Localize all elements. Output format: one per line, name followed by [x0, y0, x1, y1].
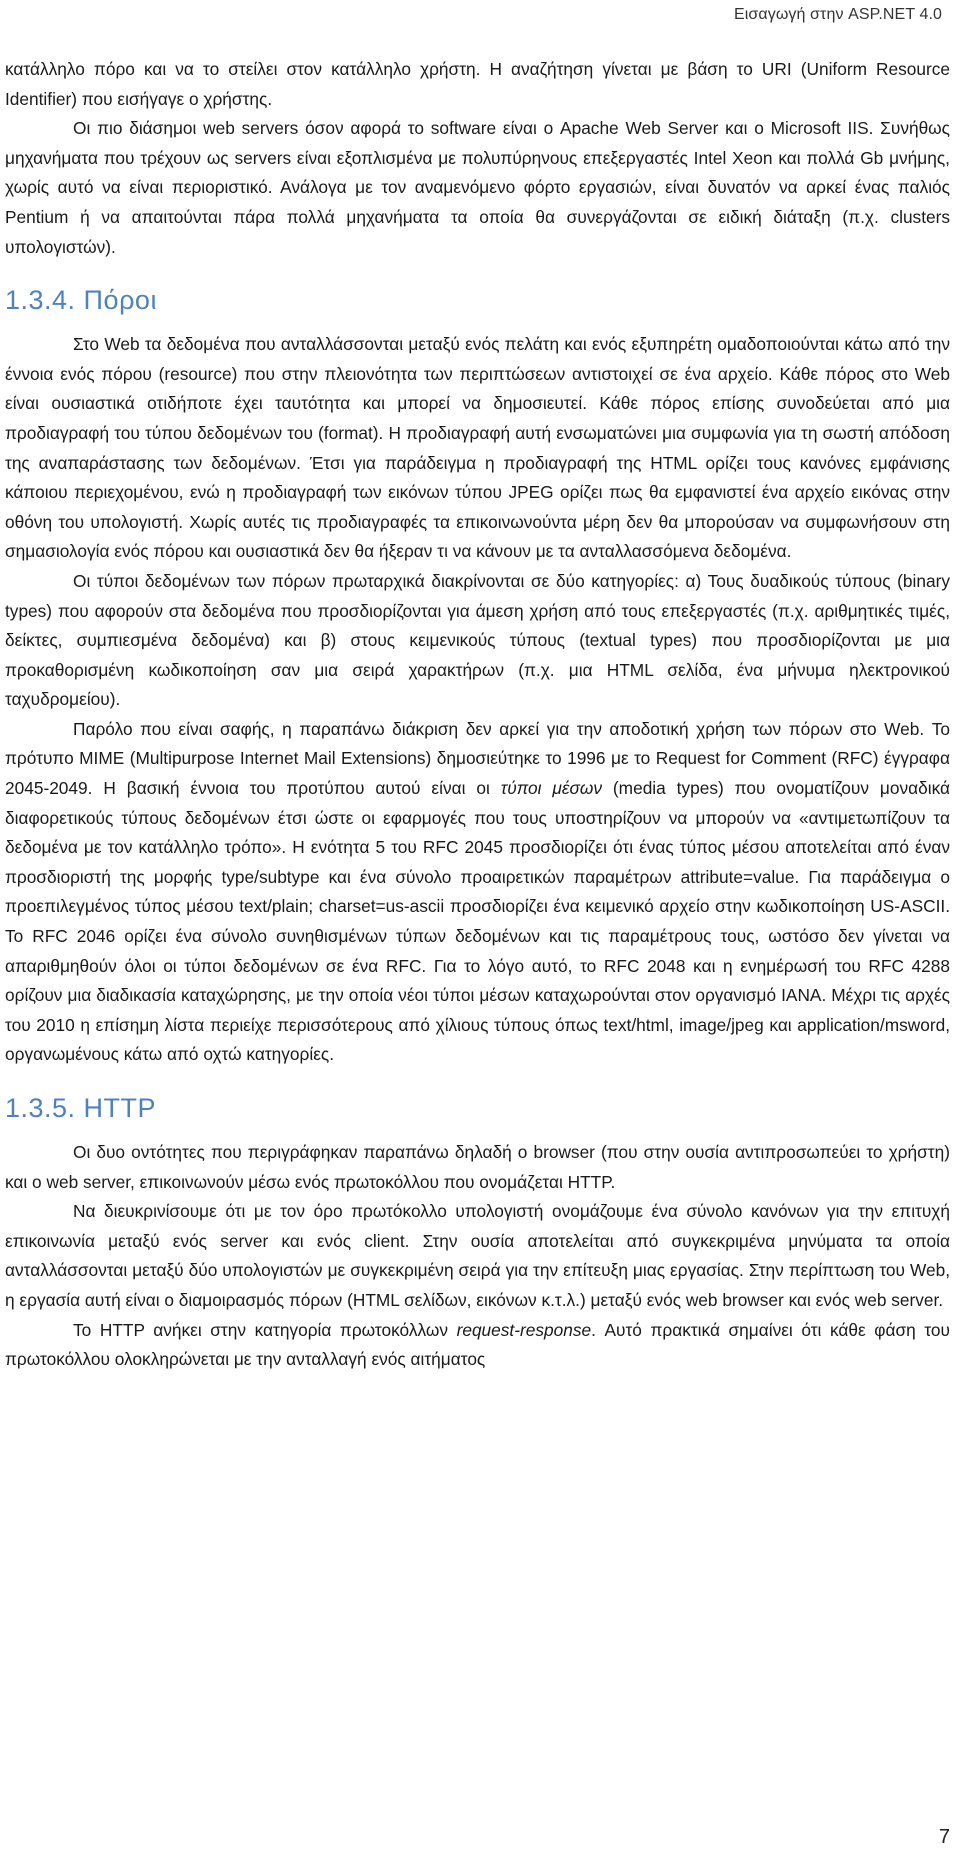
paragraph-mime: [5, 715, 950, 1070]
http-text-end: . Αυτό πρακτικά σημαίνει ότι κάθε φάση του πρωτοκόλλου ολοκληρώνεται με την ανταλλαγή ενός αιτήματος: [5, 1319, 950, 1370]
page-number: 7: [938, 1826, 950, 1848]
paragraph-request-response: [5, 1316, 950, 1375]
section-heading-http: 1.3.5. HTTP: [5, 1093, 157, 1123]
mime-text-start: Παρόλο που είναι σαφής, η παραπάνω διάκριση δεν αρκεί για την αποδοτική χρήση των πόρων στο Web. Το πρότυπο MIME (Multipurpose Internet Mail Extensions) δημοσιεύτηκε το 1996 με το Request for Comment (RFC) έγγραφα 2045-2049. Η βασική έννοια του προτύπου αυτού είναι οι: [5, 718, 950, 799]
page-body: [5, 55, 950, 1375]
paragraph-data-types: Οι τύποι δεδομένων των πόρων πρωταρχικά διακρίνονται σε δύο κατηγορίες: α) Τους δυαδικούς τύπους (binary types) που αφορούν στα δεδομένα που προσδιορίζονται για άμεση χρήση από τους επεξεργαστές (π.χ. αριθμητικές τιμές, δείκτες, συμπιεσμένα δεδομένα) και β) στους κειμενικούς τύπους (textual types) που προσδιορίζονται με μια προκαθορισμένη κωδικοποίηση σαν μια σειρά χαρακτήρων (π.χ. μια HTML σελίδα, ένα μήνυμα ηλεκτρονικού ταχυδρομείου).: [5, 570, 950, 710]
http-text-start: Το HTTP ανήκει στην κατηγορία πρωτοκόλλων: [73, 1319, 457, 1340]
paragraph-protocol-definition: Να διευκρινίσουμε ότι με τον όρο πρωτόκολλο υπολογιστή ονομάζουμε ένα σύνολο κανόνων για την επιτυχή επικοινωνία μεταξύ ενός server και ενός client. Στην ουσία αποτελείται από συγκεκριμένα μηνύματα τα οποία ανταλλάσσονται μεταξύ δύο υπολογιστών με συγκεκριμένη σειρά για την επίτευξη μιας εργασίας. Στην περίπτωση του Web, η εργασία αυτή είναι ο διαμοιρασμός πόρων (HTML σελίδων, εικόνων κ.τ.λ.) μεταξύ ενός web browser και ενός web server.: [5, 1201, 950, 1310]
request-response-term: request-response: [456, 1319, 592, 1340]
media-types-term: τύποι μέσων: [500, 778, 602, 799]
paragraph-http-entities: Οι δυο οντότητες που περιγράφηκαν παραπάνω δηλαδή ο browser (που στην ουσία αντιπροσωπεύει το χρήστη) και ο web server, επικοινωνούν μέσω ενός πρωτοκόλλου που ονομάζεται HTTP.: [5, 1142, 950, 1192]
running-header: Εισαγωγή στην ASP.NET 4.0: [733, 6, 942, 23]
paragraph-continuation: κατάλληλο πόρο και να το στείλει στον κατάλληλο χρήστη. Η αναζήτηση γίνεται με βάση το URI (Uniform Resource Identifier) που εισήγαγε ο χρήστης.: [5, 59, 950, 109]
paragraph-web-servers: Οι πιο διάσημοι web servers όσον αφορά το software είναι ο Apache Web Server και ο Microsoft IIS. Συνήθως μηχανήματα που τρέχουν ως servers είναι εξοπλισμένα με πολυπύρηνους επεξεργαστές Intel Xeon και πολλά Gb μνήμης, χωρίς αυτό να είναι περιοριστικό. Ανάλογα με τον αναμενόμενο φόρτο εργασιών, είναι δυνατόν να αρκεί ένας παλιός Pentium ή να απαιτούνται πάρα πολλά μηχανήματα τα οποία θα συνεργάζονται σε ειδική διάταξη (π.χ. clusters υπολογιστών).: [5, 118, 950, 257]
paragraph-resources: Στο Web τα δεδομένα που ανταλλάσσονται μεταξύ ενός πελάτη και ενός εξυπηρέτη ομαδοποιούνται κάτω από την έννοια ενός πόρου (resource) που στην πλειονότητα των περιπτώσεων αντιστοιχεί σε ένα αρχείο. Κάθε πόρος στο Web είναι ουσιαστικά οτιδήποτε έχει ταυτότητα και μπορεί να δημοσιευτεί. Κάθε πόρος επίσης συνοδεύεται από μια προδιαγραφή του τύπου δεδομένων του (format). Η προδιαγραφή αυτή ενσωματώνει μια συμφωνία για τη σωστή απόδοση της αναπαράστασης των δεδομένων. Έτσι για παράδειγμα η προδιαγραφή της HTML ορίζει τους κανόνες εμφάνισης κάποιου περιεχομένου, ενώ η προδιαγραφή των εικόνων τύπου JPEG ορίζει πως θα εμφανιστεί ένα αρχείο εικόνας στην οθόνη του υπολογιστή. Χωρίς αυτές τις προδιαγραφές τα επικοινωνούντα μέρη δεν θα μπορούσαν να συμφωνήσουν στη σημασιολογία ενός πόρου και ουσιαστικά δεν θα ήξεραν τι να κάνουν με τα ανταλλασσόμενα δεδομένα.: [5, 334, 950, 562]
section-heading-resources: 1.3.4. Πόροι: [5, 285, 157, 316]
mime-text-end: (media types) που ονοματίζουν μοναδικά διαφορετικούς τύπους δεδομένων έτσι ώστε οι εφαρμογές που τους υποστηρίζουν να μπορούν να «αντιμετωπίζουν τα δεδομένα με τον κατάλληλο τρόπο». Η ενότητα 5 του RFC 2045 προσδιορίζει ότι ένας τύπος μέσου αποτελείται από έναν προσδιοριστή της μορφής type/subtype και ένα σύνολο προαιρετικών παραμέτρων attribute=value. Για παράδειγμα ο προεπιλεγμένος τύπος μέσου text/plain; charset=us-ascii προσδιορίζει ένα κειμενικό αρχείο στην κωδικοποίηση US-ASCII. Το RFC 2046 ορίζει ένα σύνολο συνηθισμένων τύπων δεδομένων και τις παραμέτρους τους, ωστόσο δεν γίνεται να απαριθμηθούν όλοι οι τύποι δεδομένων σε ένα RFC. Για το λόγο αυτό, το RFC 2048 και η ενημέρωσή του RFC 4288 ορίζουν μια διαδικασία καταχώρησης, με την οποία νέοι τύποι μέσων καταχωρούνται στον οργανισμό IANA. Μέχρι τις αρχές του 2010 η επίσημη λίστα περιείχε περισσότερους από χίλιους τύπους όπως text/html, image/jpeg και application/msword, οργανωμένους κάτω από οχτώ κατηγορίες.: [5, 778, 950, 1065]
